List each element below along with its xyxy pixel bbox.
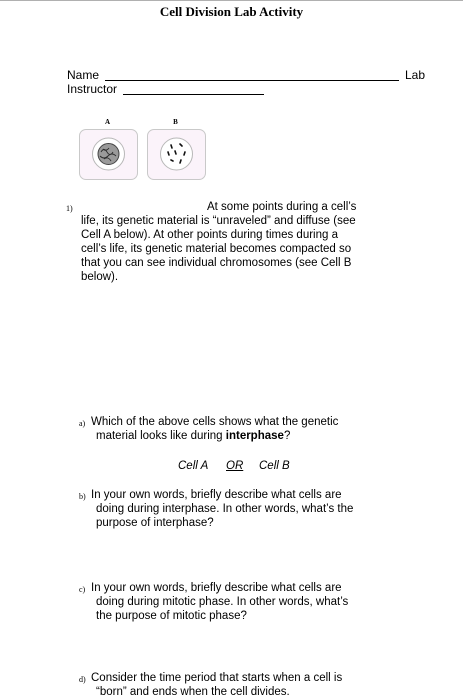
name-field[interactable] <box>105 80 399 81</box>
cell-a-nucleus-icon <box>80 130 137 179</box>
top-rule <box>0 0 463 1</box>
question-1-line-1: At some points during a cell’s <box>207 201 357 213</box>
choice-cell-b[interactable]: Cell B <box>259 460 290 472</box>
question-1-line-4: cell’s life, its genetic material becomes compacted so <box>81 243 352 255</box>
question-c-line-1: In your own words, briefly describe what cells are <box>91 582 342 594</box>
question-b-line-2: doing during interphase. In other words, what’s the <box>96 503 354 515</box>
interphase-term: interphase <box>225 430 284 442</box>
question-d-line-1: Consider the time period that starts when a cell is <box>91 672 343 684</box>
cell-b-diagram <box>147 129 206 180</box>
instructor-label: Instructor <box>67 82 118 96</box>
cell-a-diagram <box>79 129 138 180</box>
question-a-line-2-end: ? <box>283 430 291 442</box>
choice-cell-a[interactable]: Cell A <box>178 460 209 472</box>
question-b-marker: b) <box>79 492 86 501</box>
question-b-line-3: purpose of interphase? <box>96 517 214 529</box>
question-a-line-1: Which of the above cells shows what the genetic <box>91 416 339 428</box>
cell-b-chromosomes-icon <box>148 130 205 179</box>
question-1-line-6: below). <box>81 271 119 283</box>
question-b-line-1: In your own words, briefly describe what cells are <box>91 489 342 501</box>
cell-a-label: A <box>104 118 111 126</box>
question-d-marker: d) <box>79 675 86 684</box>
question-c-line-3: the purpose of mitotic phase? <box>96 610 247 622</box>
question-a-line-2-text: material looks like during <box>96 430 226 442</box>
question-c-marker: c) <box>79 585 86 594</box>
instructor-field[interactable] <box>123 94 264 95</box>
page-title: Cell Division Lab Activity <box>159 4 304 19</box>
lab-label: Lab <box>405 68 426 82</box>
question-1-line-2: life, its genetic material is “unraveled” and diffuse (see <box>81 215 356 227</box>
question-d-line-2: “born” and ends when the cell divides. <box>96 686 290 698</box>
question-c-line-2: doing during mitotic phase. In other words, what’s <box>96 596 349 608</box>
question-a-marker: a) <box>79 419 86 428</box>
question-1-line-3: Cell A below). At other points during times during a <box>81 229 338 241</box>
choice-or: OR <box>226 460 244 472</box>
cell-b-label: B <box>173 118 178 126</box>
name-label: Name <box>67 68 100 82</box>
question-1-number: 1) <box>66 204 73 213</box>
question-1-line-5: that you can see individual chromosomes (see Cell B <box>81 257 352 269</box>
question-a-line-2 <box>96 429 290 443</box>
